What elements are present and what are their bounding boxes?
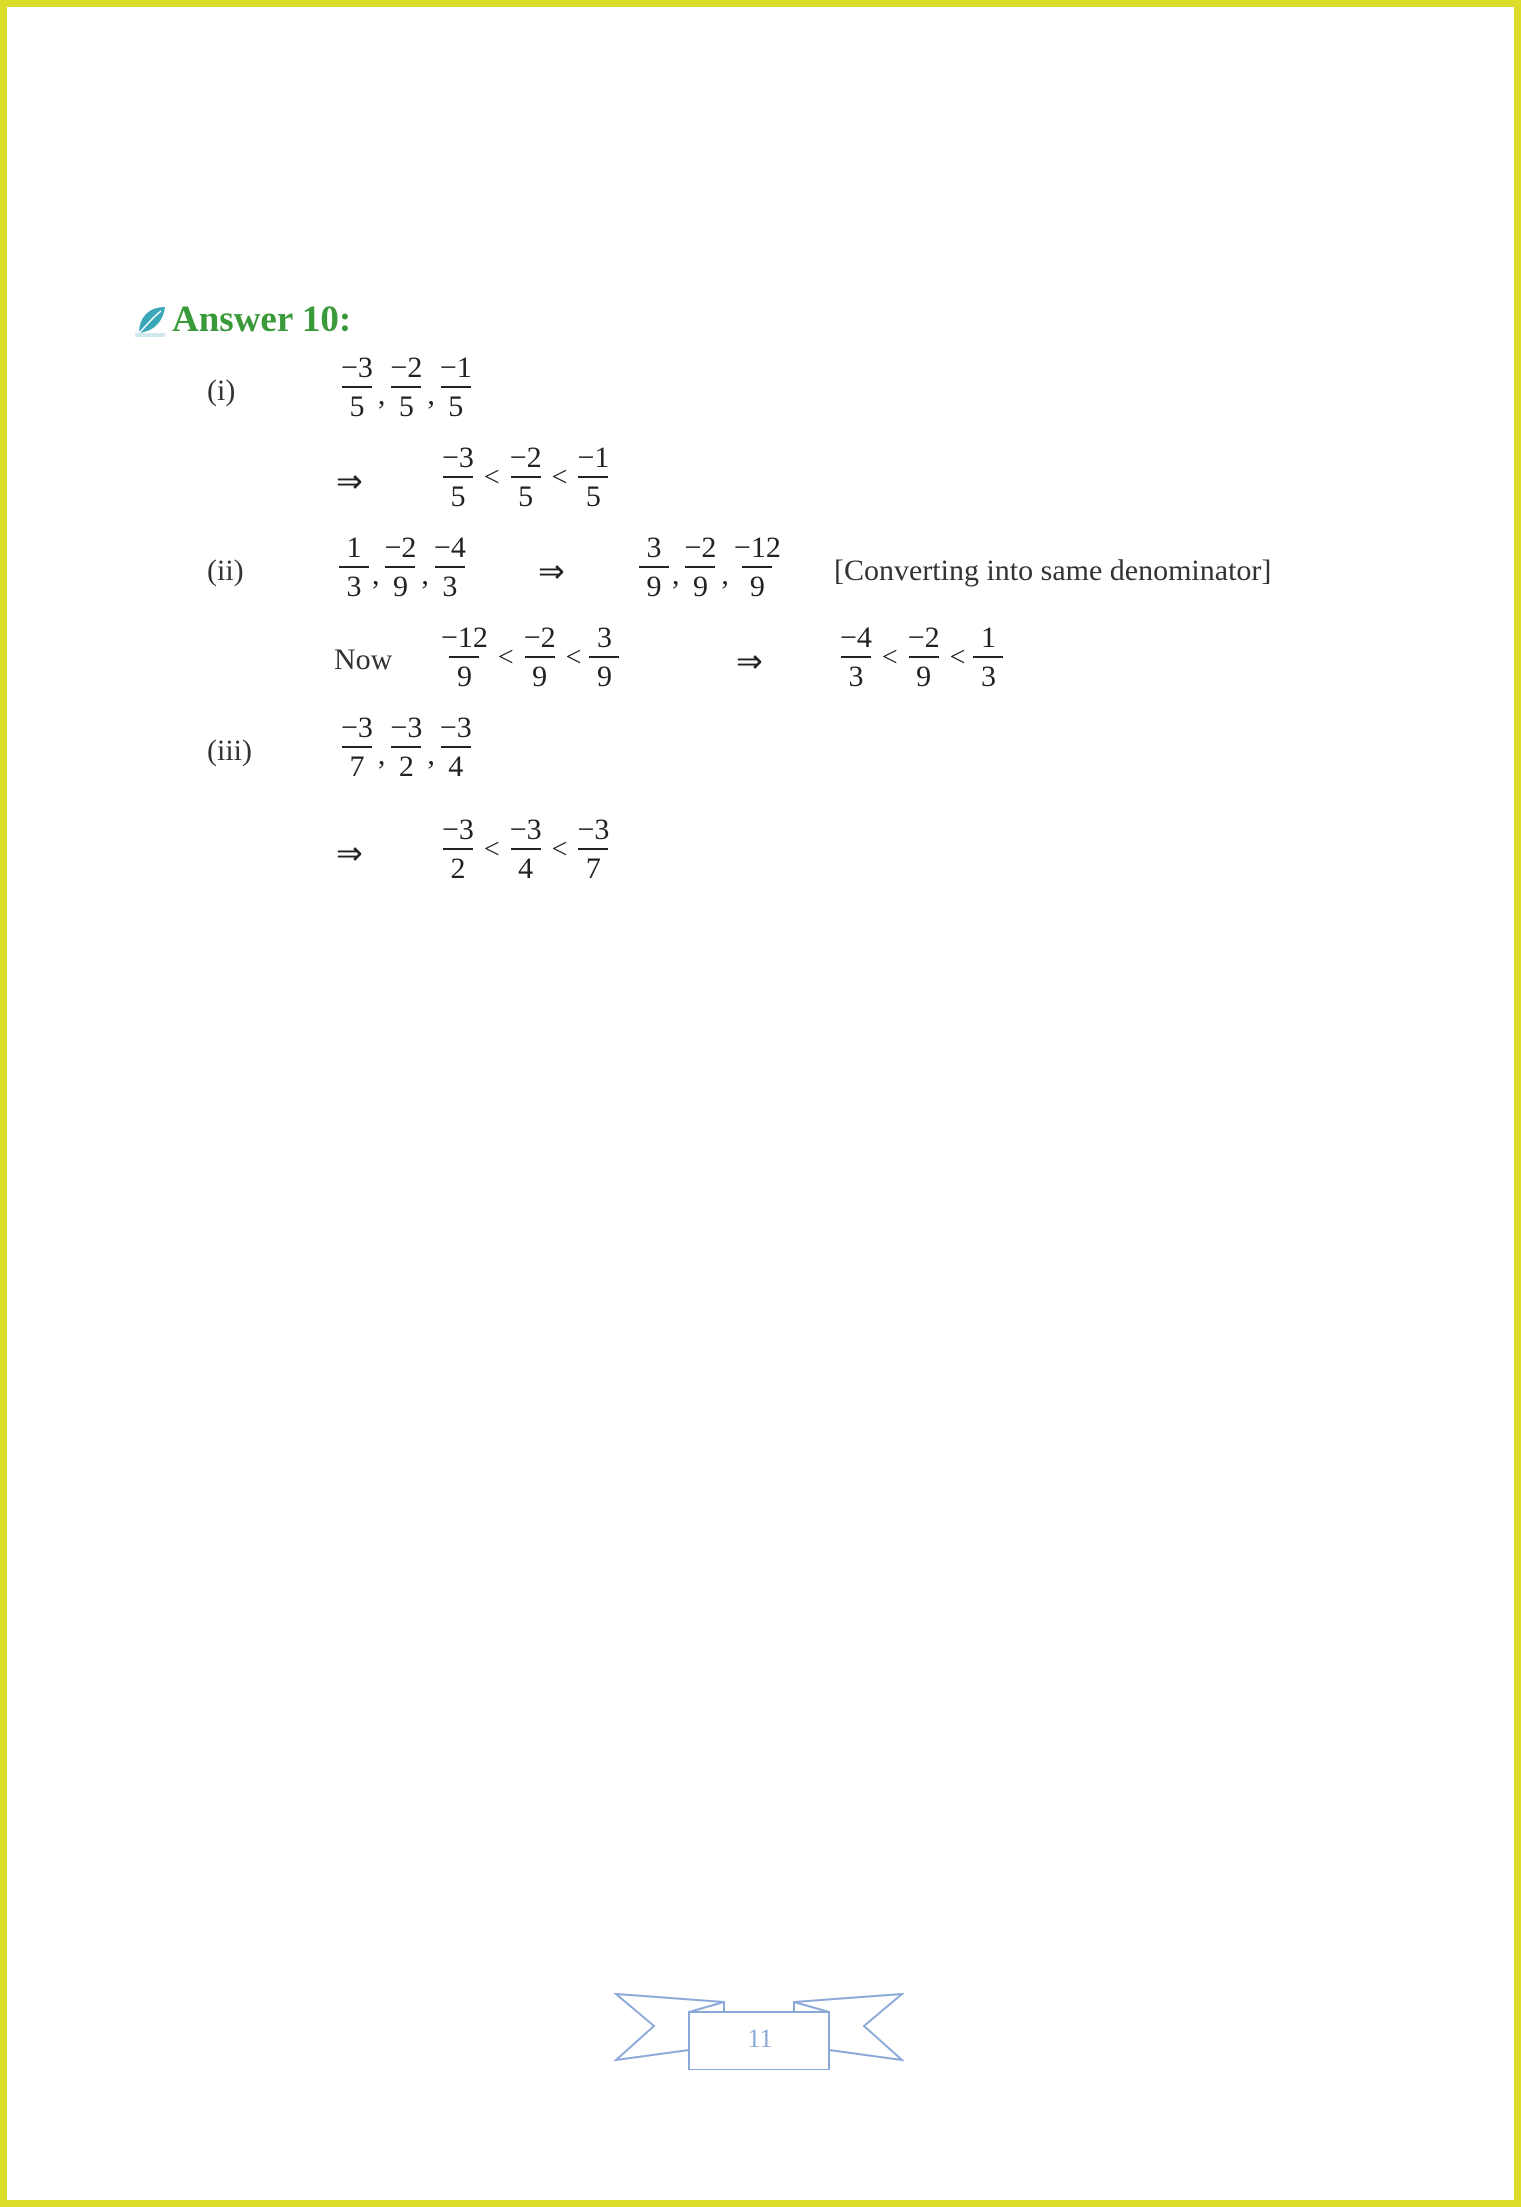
part-ii-order-same: $\frac{-12}{9}$ < $\frac{-2}{9}$ < $\frac{3}{9}$ <box>437 623 621 692</box>
part-iii-label: (iii) <box>207 734 252 767</box>
page-number: 11 <box>747 2024 773 2053</box>
fraction: $\frac{3}{9}$ <box>639 533 669 602</box>
conversion-note: [Converting into same denominator] <box>834 554 1272 587</box>
part-iii-given: $\frac{-3}{7}$ , $\frac{-3}{2}$ , $\frac{-3}{4}$ <box>341 711 472 783</box>
leaf-logo-icon <box>133 303 169 339</box>
fraction: $\frac{-2}{9}$ <box>684 531 717 603</box>
fraction: $\frac{-12}{9}$ <box>733 531 781 603</box>
part-i-label: (i) <box>207 374 236 407</box>
implies-arrow: ⇒ <box>736 643 763 679</box>
fraction: $\frac{-3}{7}$ <box>577 813 610 885</box>
fraction: $\frac{-3}{2}$ <box>442 813 474 885</box>
fraction: $\frac{-1}{5}$ <box>577 441 610 513</box>
fraction: $\frac{-3}{2}$ <box>390 711 423 783</box>
answer-heading: Answer 10: <box>172 299 352 340</box>
fraction: $\frac{-4}{3}$ <box>840 621 872 693</box>
fraction: $\frac{-2}{9}$ <box>384 531 417 603</box>
part-iii-order: $\frac{-3}{2}$ < $\frac{-3}{4}$ < $\frac{-3}{7}$ <box>442 813 610 885</box>
fraction: $\frac{-2}{5}$ <box>509 441 542 513</box>
fraction: $\frac{-4}{3}$ <box>433 531 466 603</box>
part-i-order: $\frac{-3}{5}$ < $\frac{-2}{5}$ < $\frac{-1}{5}$ <box>442 441 610 513</box>
implies-arrow: ⇒ <box>336 463 363 499</box>
part-ii-order: $\frac{-4}{3}$ < $\frac{-2}{9}$ < $\frac{1}{3}$ <box>836 623 1005 692</box>
fraction: $\frac{-2}{5}$ <box>390 351 423 423</box>
fraction: $\frac{-3}{4}$ <box>439 711 472 783</box>
fraction: $\frac{-2}{9}$ <box>523 621 556 693</box>
fraction: $\frac{3}{9}$ <box>589 623 619 692</box>
fraction: $\frac{1}{3}$ <box>973 623 1003 692</box>
fraction: $\frac{-12}{9}$ <box>441 621 488 693</box>
fraction: $\frac{-3}{4}$ <box>509 813 542 885</box>
fraction: $\frac{-2}{9}$ <box>907 621 940 693</box>
part-ii-given: $\frac{1}{3}$ , $\frac{-2}{9}$ , $\frac{-4}{3}$ <box>337 533 470 602</box>
implies-arrow: ⇒ <box>538 553 565 589</box>
now-label: Now <box>334 643 393 676</box>
part-i-given: $\frac{-3}{5}$ , $\frac{-2}{5}$ , $\frac{-1}{5}$ <box>341 351 472 423</box>
fraction: $\frac{-3}{7}$ <box>341 711 373 783</box>
part-ii-converted: $\frac{3}{9}$ , $\frac{-2}{9}$ , $\frac{-12}{9}$ <box>637 533 785 602</box>
fraction: $\frac{1}{3}$ <box>339 533 369 602</box>
part-ii-label: (ii) <box>207 554 244 587</box>
fraction: $\frac{-3}{5}$ <box>442 441 474 513</box>
fraction: $\frac{-1}{5}$ <box>439 351 472 423</box>
fraction: $\frac{-3}{5}$ <box>341 351 373 423</box>
implies-arrow: ⇒ <box>336 835 363 871</box>
